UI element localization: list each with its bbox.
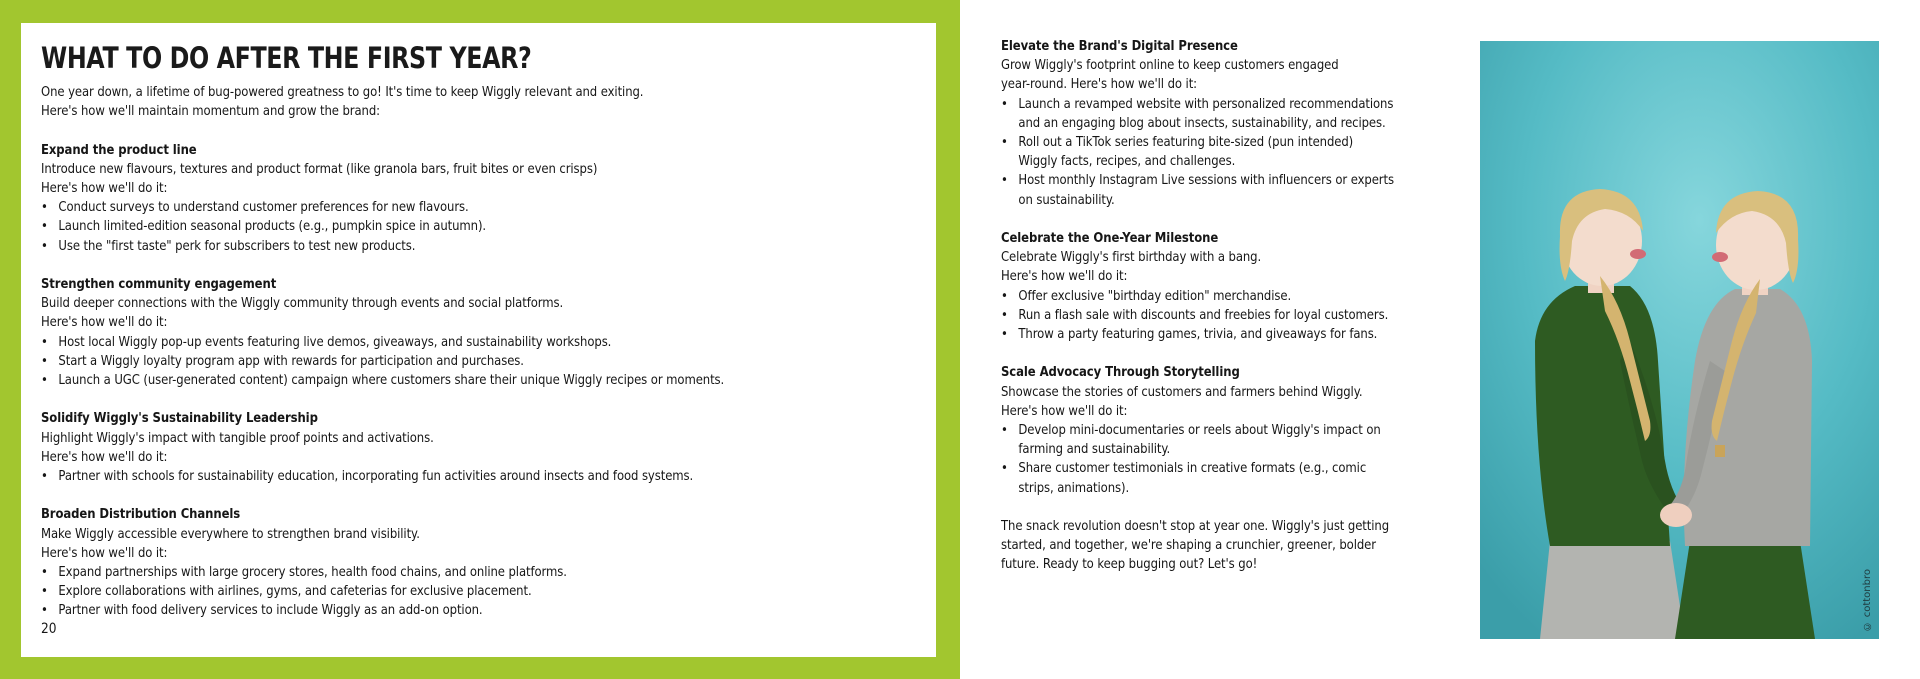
bullet-icon: •: [1001, 307, 1008, 323]
bullet-text: Explore collaborations with airlines, gyms, and cafeterias for exclusive placement.: [58, 584, 532, 600]
section-heading: Solidify Wiggly's Sustainability Leadership: [41, 411, 318, 427]
bullet-icon: •: [1001, 135, 1008, 151]
section-line: Celebrate Wiggly's first birthday with a bang.: [1001, 250, 1262, 266]
section-line: Here's how we'll do it:: [1001, 403, 1128, 419]
bullet-item: [41, 352, 802, 371]
bullet-item: [1001, 421, 1401, 440]
bullet-continuation: [1001, 440, 1401, 459]
bullet-text: Expand partnerships with large grocery stores, health food chains, and online platforms.: [58, 565, 567, 581]
bullet-text: Share customer testimonials in creative formats (e.g., comic: [1018, 461, 1367, 477]
bullet-item: [41, 217, 802, 236]
section-line: Here's how we'll do it:: [1001, 269, 1128, 285]
bullet-text: Partner with schools for sustainability education, incorporating fun activities around insects and food systems.: [58, 469, 694, 485]
section-line: Here's how we'll do it:: [41, 545, 168, 561]
bullet-icon: •: [41, 200, 48, 216]
page-number: 20: [41, 621, 57, 637]
section-storytelling: [1001, 363, 1461, 497]
section-line: Highlight Wiggly's impact with tangible proof points and activations.: [41, 430, 434, 446]
closing-line: started, and together, we're shaping a crunchier, greener, bolder: [1001, 538, 1376, 554]
section-line: Build deeper connections with the Wiggly community through events and social platforms.: [41, 296, 564, 312]
bullet-item: [1001, 95, 1401, 114]
bullet-icon: •: [1001, 288, 1008, 304]
bullet-item: [41, 601, 802, 620]
bullet-icon: •: [41, 565, 48, 581]
bullet-text: and an engaging blog about insects, sustainability, and recipes.: [1018, 115, 1386, 131]
bullet-icon: •: [1001, 96, 1008, 112]
section-heading: Elevate the Brand's Digital Presence: [1001, 39, 1238, 54]
bullet-icon: •: [41, 353, 48, 369]
bullet-icon: •: [41, 238, 48, 254]
bullet-text: Host monthly Instagram Live sessions with influencers or experts: [1018, 173, 1394, 189]
bullet-continuation: [1001, 191, 1401, 210]
bullet-item: [41, 371, 802, 390]
bullet-icon: •: [1001, 173, 1008, 189]
bullet-icon: •: [41, 373, 48, 389]
bullet-text: Launch a UGC (user-generated content) campaign where customers share their unique Wiggly recipes or moments.: [58, 373, 725, 389]
bullet-text: Launch limited-edition seasonal products (e.g., pumpkin spice in autumn).: [58, 219, 487, 235]
bullet-icon: •: [41, 603, 48, 619]
bullet-item: [41, 198, 802, 217]
bullet-text: Launch a revamped website with personalized recommendations: [1018, 96, 1394, 112]
photo-illustration: [1480, 41, 1879, 639]
section-distribution-channels: [41, 505, 916, 620]
section-line: Grow Wiggly's footprint online to keep customers engaged: [1001, 58, 1339, 74]
bullet-text: strips, animations).: [1018, 480, 1130, 496]
bullet-text: Use the "first taste" perk for subscribers to test new products.: [58, 238, 416, 254]
bullet-item: [41, 563, 802, 582]
section-expand-product-line: [41, 141, 916, 256]
right-page-text: [1001, 37, 1461, 575]
bullet-text: Develop mini-documentaries or reels about Wiggly's impact on: [1018, 423, 1381, 439]
bullet-text: Offer exclusive "birthday edition" merchandise.: [1018, 288, 1292, 304]
closing-paragraph: [1001, 517, 1461, 575]
bullet-text: Partner with food delivery services to include Wiggly as an add-on option.: [58, 603, 483, 619]
bullet-icon: •: [1001, 327, 1008, 343]
bullet-continuation: [1001, 114, 1401, 133]
bullet-item: [41, 582, 802, 601]
bullet-item: [41, 333, 802, 352]
section-line: Make Wiggly accessible everywhere to strengthen brand visibility.: [41, 526, 420, 542]
section-heading: Expand the product line: [41, 142, 197, 158]
bullet-icon: •: [41, 334, 48, 350]
bullet-item: [1001, 325, 1401, 344]
photo-twins: [1480, 41, 1879, 639]
section-line: Here's how we'll do it:: [41, 315, 168, 331]
section-heading: Broaden Distribution Channels: [41, 507, 241, 523]
bullet-text: farming and sustainability.: [1018, 442, 1171, 458]
section-line: year-round. Here's how we'll do it:: [1001, 77, 1198, 93]
section-line: Showcase the stories of customers and farmers behind Wiggly.: [1001, 384, 1363, 400]
bullet-icon: •: [41, 469, 48, 485]
closing-line: The snack revolution doesn't stop at year one. Wiggly's just getting: [1001, 519, 1390, 535]
bullet-icon: •: [1001, 461, 1008, 477]
bullet-item: [1001, 133, 1401, 152]
photo-credit: © cottonbro: [1862, 568, 1873, 631]
bullet-icon: •: [1001, 423, 1008, 439]
intro-paragraph: [41, 83, 916, 121]
bullet-continuation: [1001, 152, 1401, 171]
bullet-icon: •: [41, 219, 48, 235]
bullet-text: Conduct surveys to understand customer preferences for new flavours.: [58, 200, 469, 216]
bullet-text: Start a Wiggly loyalty program app with rewards for participation and purchases.: [58, 353, 524, 369]
intro-line: Here's how we'll maintain momentum and grow the brand:: [41, 104, 381, 120]
section-line: Introduce new flavours, textures and product format (like granola bars, fruit bites or even crisps): [41, 161, 598, 177]
bullet-text: Throw a party featuring games, trivia, and giveaways for fans.: [1018, 327, 1378, 343]
bullet-text: Host local Wiggly pop-up events featuring live demos, giveaways, and sustainability workshops.: [58, 334, 612, 350]
clasped-hands: [1660, 503, 1692, 527]
section-sustainability-leadership: [41, 409, 916, 486]
bullet-icon: •: [41, 584, 48, 600]
bullet-item: [1001, 171, 1401, 190]
section-heading: Scale Advocacy Through Storytelling: [1001, 365, 1240, 381]
section-strengthen-community: [41, 275, 916, 390]
bullet-text: Run a flash sale with discounts and freebies for loyal customers.: [1018, 307, 1389, 323]
section-heading: Celebrate the One-Year Milestone: [1001, 231, 1219, 247]
intro-line: One year down, a lifetime of bug-powered greatness to go! It's time to keep Wiggly relevant and exiting.: [41, 85, 644, 100]
bullet-text: Roll out a TikTok series featuring bite-sized (pun intended): [1018, 135, 1354, 151]
bullet-item: [1001, 306, 1401, 325]
section-heading: Strengthen community engagement: [41, 277, 277, 292]
bullet-item: [1001, 287, 1401, 306]
bullet-continuation: [1001, 479, 1401, 498]
bullet-item: [41, 237, 802, 256]
bullet-text: on sustainability.: [1018, 192, 1115, 208]
bullet-item: [1001, 459, 1401, 478]
section-line: Here's how we'll do it:: [41, 181, 168, 196]
section-digital-presence: [1001, 37, 1461, 210]
section-one-year-milestone: [1001, 229, 1461, 344]
bullet-item: [41, 467, 802, 486]
closing-line: future. Ready to keep bugging out? Let's go!: [1001, 557, 1258, 573]
bullet-text: Wiggly facts, recipes, and challenges.: [1018, 154, 1236, 170]
left-page-card: [21, 23, 936, 657]
page-title: WHAT TO DO AFTER THE FIRST YEAR?: [41, 41, 532, 75]
section-line: Here's how we'll do it:: [41, 449, 168, 465]
